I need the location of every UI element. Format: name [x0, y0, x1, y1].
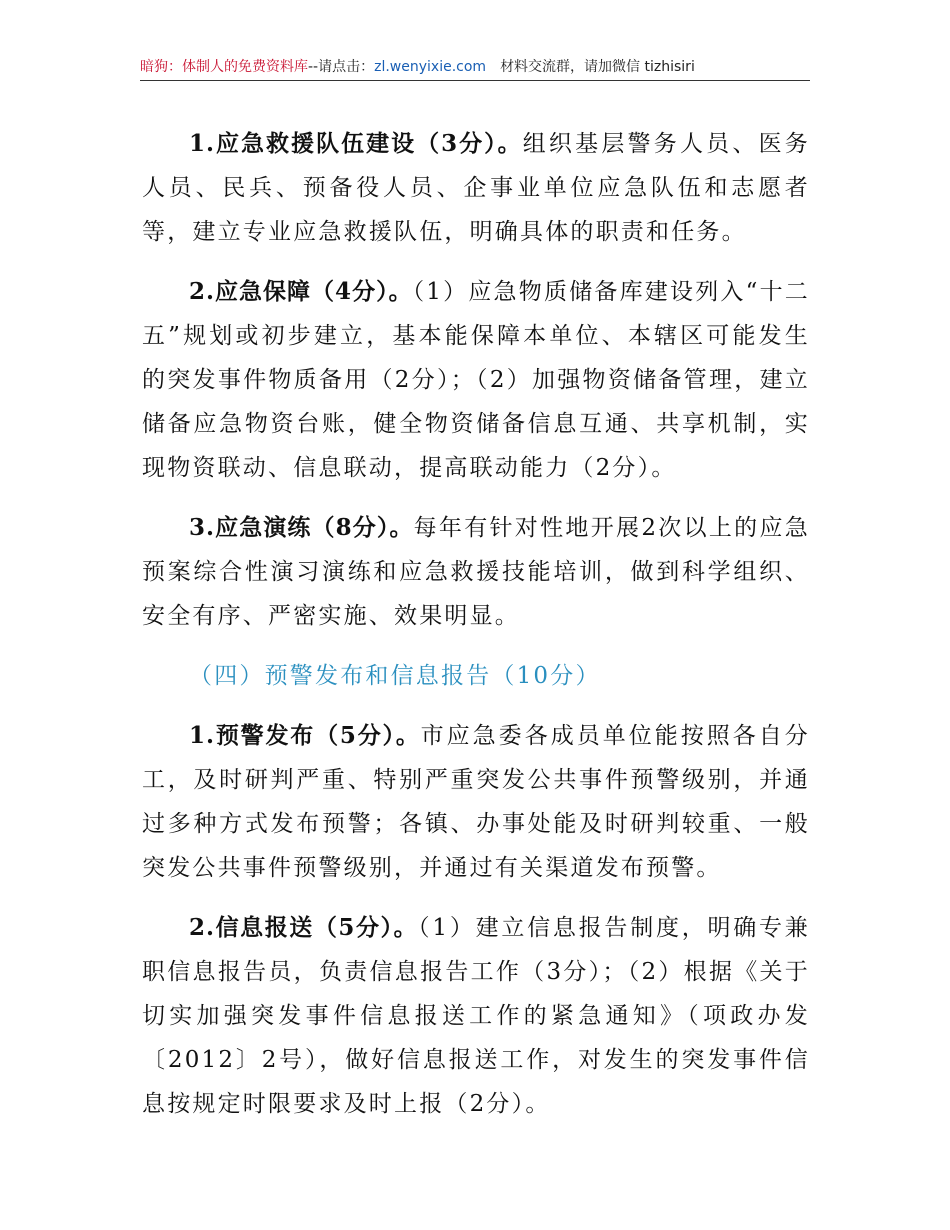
header-brand: 暗狗：体制人的免费资料库: [140, 59, 308, 75]
paragraph-emergency-drill: [142, 506, 810, 638]
paragraph-heading: 2.信息报送（5分）。: [189, 914, 419, 941]
paragraph-text: （1）应急物质储备库建设列入“十二五”规划或初步建立，基本能保障本单位、本辖区可能发生的突发事件物质备用（2分）；（2）加强物资储备管理，建立储备应急物资台账，健全物资储备信息互通、共享机制，实现物资联动、信息联动，提高联动能力（2分）。: [142, 279, 811, 481]
header-url-link[interactable]: zl.wenyixie.com: [374, 59, 487, 75]
paragraph-text: （1）建立信息报告制度，明确专兼职信息报告员，负责信息报告工作（3分）；（2）根据《关于切实加强突发事件信息报送工作的紧急通知》（项政办发〔2012〕2号），做好信息报送工作，对发生的突发事件信息按规定时限要求及时上报（2分）。: [142, 915, 810, 1117]
paragraph-heading: 3.应急演练（8分）。: [189, 514, 414, 541]
header-group-note: 材料交流群，请加微信 tizhisiri: [500, 59, 695, 75]
paragraph-heading: 1.预警发布（5分）。: [189, 722, 421, 749]
page-header: [140, 56, 810, 81]
paragraph-info-report: [142, 906, 810, 1126]
paragraph-text: 市应急委各成员单位能按照各自分工，及时研判严重、特别严重突发公共事件预警级别，并通过多种方式发布预警；各镇、办事处能及时研判较重、一般突发公共事件预警级别，并通过有关渠道发布预警。: [142, 723, 811, 881]
paragraph-text: 每年有针对性地开展2次以上的应急预案综合性演习演练和应急救援技能培训，做到科学组织、安全有序、严密实施、效果明显。: [142, 515, 810, 629]
document-body: [142, 122, 810, 1142]
header-click-prompt: --请点击：: [308, 59, 375, 75]
paragraph-emergency-support: [142, 270, 810, 490]
section-title: （四）预警发布和信息报告（10分）: [189, 663, 601, 689]
paragraph-heading: 2.应急保障（4分）。: [189, 278, 413, 305]
paragraph-heading: 1.应急救援队伍建设（3分）。: [189, 130, 523, 157]
paragraph-emergency-team: [142, 122, 810, 254]
paragraph-warning-release: [142, 714, 810, 890]
paragraph-text: 组织基层警务人员、医务人员、民兵、预备役人员、企事业单位应急队伍和志愿者等，建立专业应急救援队伍，明确具体的职责和任务。: [142, 131, 811, 245]
